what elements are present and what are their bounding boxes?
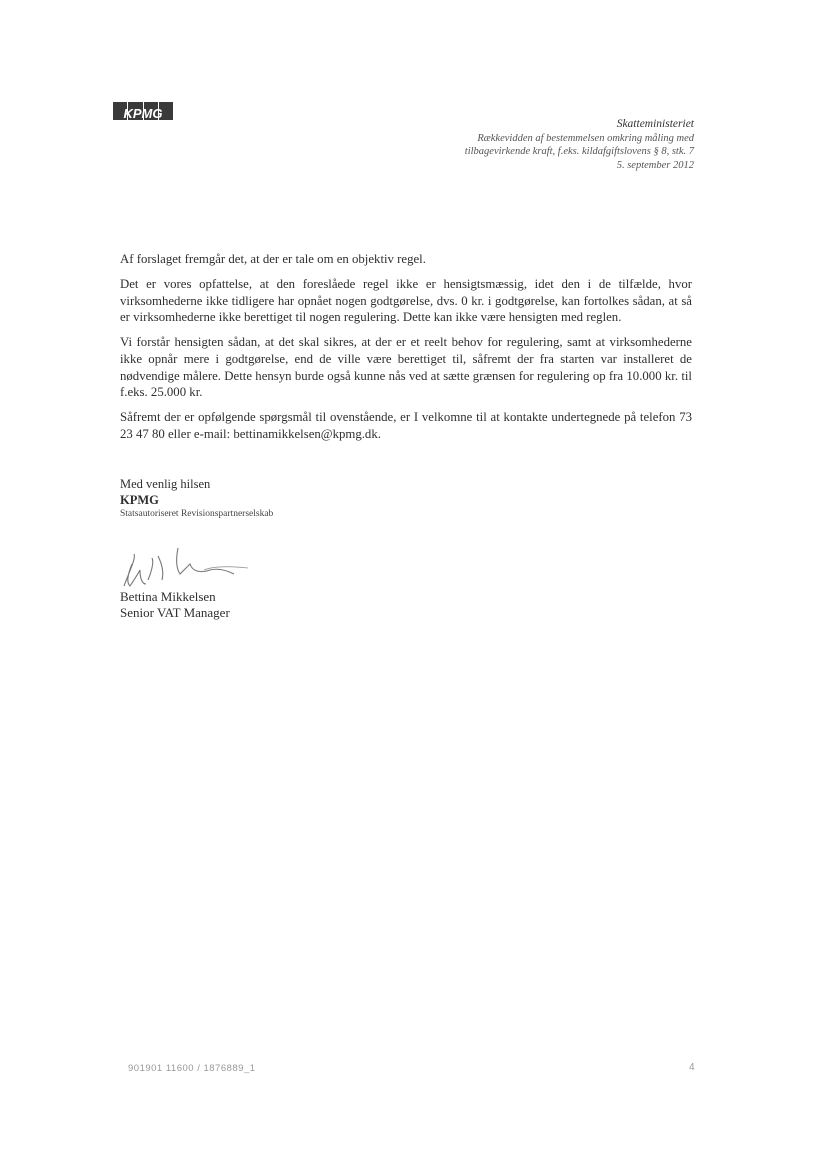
signer-title: Senior VAT Manager [120, 605, 230, 620]
firm-subtitle: Statsautoriseret Revisionspartnerselskab [120, 509, 274, 519]
recipient-ministry: Skatteministeriet [616, 118, 694, 130]
subject-line-1: Rækkevidden af bestemmelsen omkring måling med [477, 132, 694, 144]
handwritten-signature [118, 540, 258, 594]
logo-text: KPMG [123, 106, 163, 121]
subject-line-2: tilbagevirkende kraft, f.eks. kildafgiftslovens § 8, stk. 7 [464, 146, 694, 157]
firm-name: KPMG [120, 492, 159, 507]
kpmg-logo [113, 102, 173, 120]
paragraph: Såfremt der er opfølgende spørgsmål til ovenstående, er I velkomne til at kontakte undertegnede på telefon 73 23 47 80 eller e-mail: bettinamikkelsen@kpmg.dk. [120, 410, 692, 441]
letter-date: 5. september 2012 [616, 159, 694, 171]
signer-name: Bettina Mikkelsen [120, 589, 216, 604]
letter-body [120, 251, 692, 451]
page-number: 4 [689, 1062, 695, 1073]
paragraph: Vi forstår hensigten sådan, at det skal sikres, at der er et reelt behov for regulering, samt at virksomhederne ikke opnår mere i godtgørelse, end de ville være berettiget til, såfremt der fra starten var installeret de nødvendige målere. Dette hensyn burde også kunne nås ved at sætte grænsen for regulering op fra 10.000 kr. til f.eks. 25.000 kr. [120, 335, 692, 400]
letter-header [465, 118, 694, 172]
closing-block [120, 477, 273, 521]
paragraph: Det er vores opfattelse, at den foreslåede regel ikke er hensigtsmæssig, idet den i de tilfælde, hvor virksomhederne ikke tidligere har opnået nogen godtgørelse, dvs. 0 kr. i godtgørelse, kan fortolkes sådan, at så er virksomhederne ikke berettiget til nogen regulering. Dette kan ikke være hensigten med reglen. [120, 277, 692, 325]
paragraph: Af forslaget fremgår det, at der er tale om en objektiv regel. [120, 252, 426, 266]
closing-greeting: Med venlig hilsen [120, 477, 211, 491]
document-reference: 901901 11600 / 1876889_1 [128, 1063, 256, 1074]
signer-block [120, 589, 230, 621]
